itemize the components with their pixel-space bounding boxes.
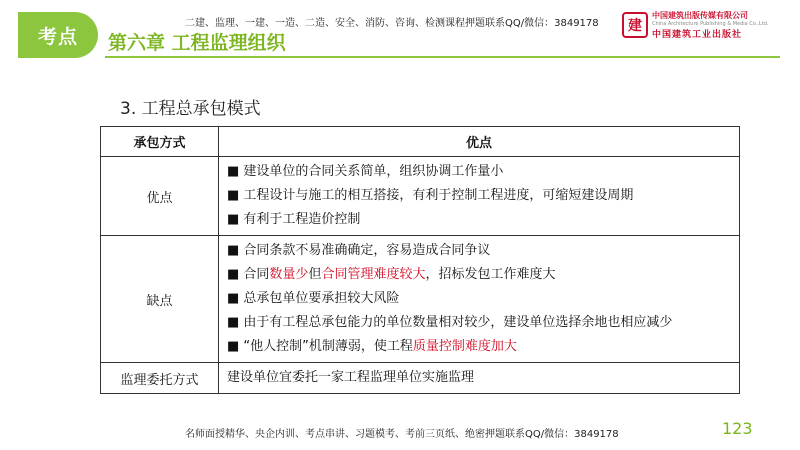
table-header-row bbox=[101, 127, 740, 157]
highlight-text: 合同管理难度较大 bbox=[321, 267, 426, 282]
publisher-name-cn: 中国建筑出版传媒有限公司 bbox=[652, 11, 748, 20]
list-item bbox=[227, 208, 731, 232]
publisher-logo-icon: 建 bbox=[622, 12, 648, 38]
topic-badge bbox=[18, 12, 98, 58]
header-divider bbox=[105, 56, 780, 58]
chapter-title: 第六章 工程监理组织 bbox=[108, 32, 286, 54]
highlight-text: 质量控制难度加大 bbox=[412, 339, 517, 354]
publisher-name-en: China Architecture Publishing & Media Co.,Ltd. bbox=[652, 21, 769, 27]
badge-label: 考点 bbox=[37, 25, 78, 48]
publisher-logo bbox=[622, 10, 768, 40]
item-text: 但 bbox=[308, 267, 322, 282]
item-text: ■ 建设单位的合同关系简单，组织协调工作量小 bbox=[227, 164, 504, 179]
footer-contact-line: 名师面授精华、央企内训、考点串讲、习题模考、考前三页纸、绝密押题联系QQ/微信：3849178 bbox=[185, 429, 619, 440]
list-item bbox=[227, 287, 731, 311]
row-label: 缺点 bbox=[101, 236, 219, 363]
list-item bbox=[227, 160, 731, 184]
row-content bbox=[219, 236, 740, 363]
top-contact-line: 二建、监理、一建、一造、二造、安全、消防、咨询、检测课程押题联系QQ/微信：3849178 bbox=[185, 18, 599, 29]
list-item bbox=[227, 311, 731, 335]
header-cell: 承包方式 bbox=[101, 127, 219, 157]
item-text: ■ 总承包单位要承担较大风险 bbox=[227, 291, 400, 306]
item-text: ■ 有利于工程造价控制 bbox=[227, 212, 361, 227]
item-text: 建设单位宜委托一家工程监理单位实施监理 bbox=[227, 370, 475, 385]
list-item bbox=[227, 335, 731, 359]
item-text: ■ “他人控制”机制薄弱，使工程 bbox=[227, 339, 413, 354]
list-item bbox=[227, 366, 731, 390]
publisher-name-cn2: 中国建筑工业出版社 bbox=[652, 30, 743, 40]
page-number: 123 bbox=[722, 419, 753, 438]
table-row bbox=[101, 236, 740, 363]
list-item bbox=[227, 239, 731, 263]
item-text: ■ 合同 bbox=[227, 267, 270, 282]
row-label: 监理委托方式 bbox=[101, 363, 219, 394]
item-text: ，招标发包工作难度大 bbox=[425, 267, 556, 282]
row-content bbox=[219, 363, 740, 394]
comparison-table bbox=[100, 126, 740, 394]
list-item bbox=[227, 184, 731, 208]
item-text: ■ 工程设计与施工的相互搭接，有利于控制工程进度，可缩短建设周期 bbox=[227, 188, 634, 203]
table-row bbox=[101, 157, 740, 236]
row-label: 优点 bbox=[101, 157, 219, 236]
list-item bbox=[227, 263, 731, 287]
header-cell: 优点 bbox=[219, 127, 740, 157]
item-text: ■ 由于有工程总承包能力的单位数量相对较少，建设单位选择余地也相应减少 bbox=[227, 315, 673, 330]
item-text: ■ 合同条款不易准确确定，容易造成合同争议 bbox=[227, 243, 491, 258]
row-content bbox=[219, 157, 740, 236]
section-title: 3. 工程总承包模式 bbox=[120, 99, 261, 119]
highlight-text: 数量少 bbox=[269, 267, 309, 282]
table-row bbox=[101, 363, 740, 394]
